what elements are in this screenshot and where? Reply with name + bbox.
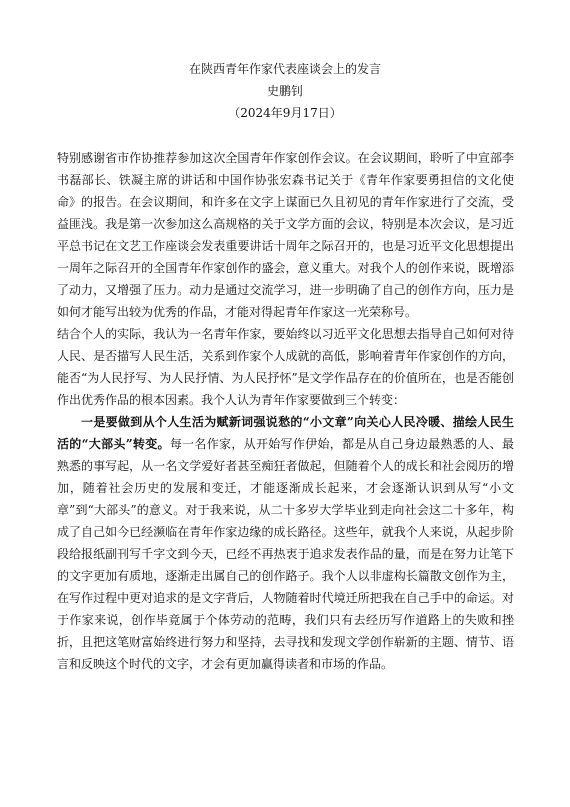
document-title: 在陕西青年作家代表座谈会上的发言 [188,62,381,76]
paragraph-3 [57,411,514,675]
document-header [0,58,570,124]
paragraph-3-bold-lead: 一是要做到从个人生活为赋新词强说愁的“小文章”向关心人民冷暖、描绘人民生活的“大部头”转变。 [57,415,514,451]
document-body [57,147,514,675]
document-author: 史鹏钊 [266,84,303,98]
paragraph-1 [57,147,514,323]
paragraph-1-text: 特别感谢省市作协推荐参加这次全国青年作家创作会议。在会议期间，聆听了中宣部李书磊部长、铁凝主席的讲话和中国作协张宏森书记关于《青年作家要勇担信的文化使命》的报告。在会议期间，和许多在文字上谋面已久且初见的青年作家进行了交流，受益匪浅。我是第一次参加这么高规格的关于文学方面的会议，特别是本次会议，是习近平总书记在文艺工作座谈会发表重要讲话十周年之际召开的，也是习近平文化思想提出一周年之际召开的全国青年作家创作的盛会，意义重大。对我个人的创作来说，既增添了动力，又增强了压力。动力是通过交流学习，进一步明确了自己的创作方向，压力是如何才能写出较为优秀的作品，才能对得起青年作家这一光荣称号。 [57,151,514,319]
paragraph-2 [57,323,514,411]
paragraph-2-text: 结合个人的实际，我认为一名青年作家，要始终以习近平文化思想去指导自己如何对待人民、是否描写人民生活，关系到作家个人成就的高低，影响着青年作家创作的方向，能否“为人民抒写、为人民抒情、为人民抒怀”是文学作品存在的价值所在，也是否能创作出优秀作品的根本因素。我个人认为青年作家要做到三个转变： [57,327,514,407]
paragraph-3-text: 每一名作家，从开始写作伊始，都是从自己身边最熟悉的人、最熟悉的事写起，从一名文学爱好者甚至痴狂者做起，但随着个人的成长和社会阅历的增加，随着社会历史的发展和变迁，才能逐渐成长起来，才会逐渐认识到从写“小文章”到“大部头”的意义。对于我来说，从二十多岁大学毕业到走向社会这二十多年，构成了自己如今已经濒临在青年作家边缘的成长路径。这些年，就我个人来说，从起步阶段给报纸副刊写千字文到今天，已经不再热衷于追求发表作品的量，而是在努力让笔下的文字更加有质地，逐渐走出属自己的创作路子。我个人以非虚构长篇散文创作为主，在写作过程中更对追求的是文字背后，人物随着时代境迁所把我在自己手中的命运。对于作家来说，创作毕竟属于个体劳动的范畴，我们只有去经历写作道路上的失败和挫折，且把这笔财富始终进行努力和坚持，去寻找和发现文学创作崭新的主题、情节、语言和反映这个时代的文字，才会有更加赢得读者和市场的作品。 [57,437,514,671]
document-date: （2024年9月17日） [228,106,342,120]
